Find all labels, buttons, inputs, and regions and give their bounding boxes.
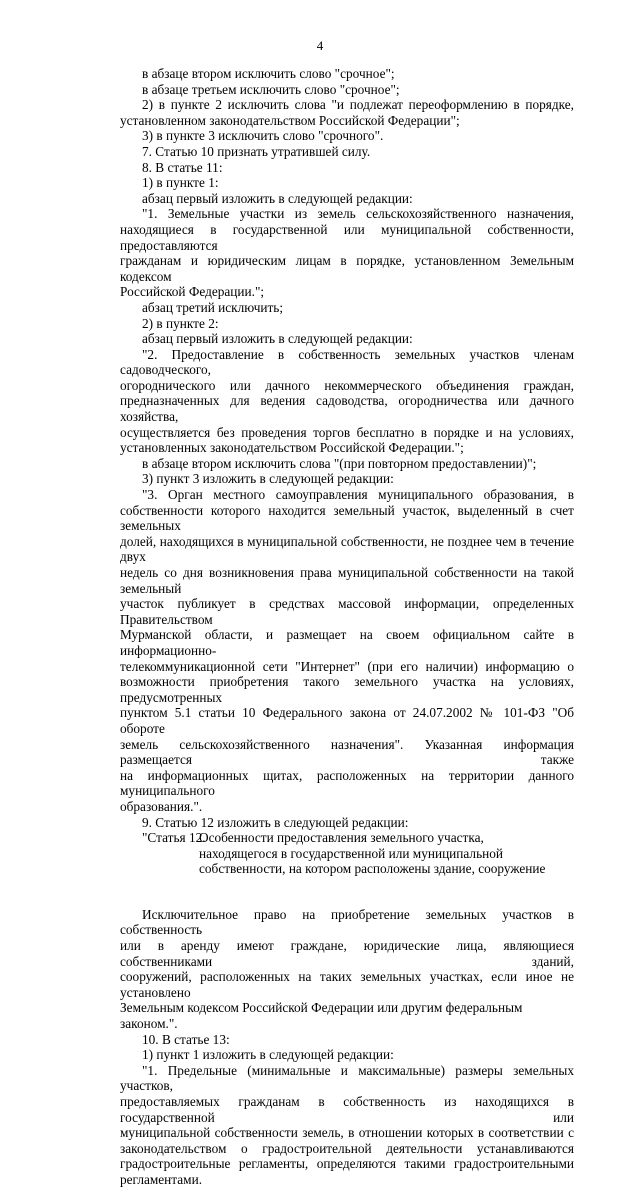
paragraph-line: установленных законодательством Российской Федерации."; xyxy=(120,440,464,456)
paragraph-line: Земельным кодексом Российской Федерации или другим федеральным законом.". xyxy=(120,1000,523,1032)
paragraph-line: осуществляется без проведения торгов бесплатно в порядке и на условиях, xyxy=(120,424,574,440)
paragraph-line: муниципальной собственности земель, в отношении которых в соответствии с xyxy=(120,1125,574,1141)
paragraph-line: гражданам и юридическим лицам в порядке, установленном Земельным кодексом xyxy=(120,253,574,284)
paragraph-line: на информационных щитах, расположенных на территории данного муниципального xyxy=(120,767,574,799)
paragraph-line: Мурманской области, и размещает на своем официальном сайте в информационно- xyxy=(120,627,574,658)
paragraph-line: участок публикует в средствах массовой информации, определенных Правительством xyxy=(120,596,574,627)
paragraph-line: "2. Предоставление в собственность земельных участков членам садоводческого, xyxy=(120,346,574,378)
paragraph-line: градостроительные регламенты, определяются такими градостроительными xyxy=(120,1156,574,1172)
article-title-line: собственности, на котором расположены здание, сооружение xyxy=(199,861,546,877)
paragraph: 3) в пункте 3 исключить слово "срочного". xyxy=(142,128,384,144)
spacer xyxy=(120,877,574,907)
paragraph: 10. В статье 13: xyxy=(142,1031,230,1047)
paragraph-line: недель со дня возникновения права муниципальной собственности на такой земельный xyxy=(120,565,574,596)
paragraph-line: телекоммуникационной сети "Интернет" (при его наличии) информацию о xyxy=(120,658,574,674)
paragraph-line: сооружений, расположенных на таких земельных участках, если иное не установлено xyxy=(120,969,574,1000)
paragraph-line: долей, находящихся в муниципальной собственности, не позднее чем в течение двух xyxy=(120,533,574,565)
paragraph-line: Исключительное право на приобретение земельных участков в собственность xyxy=(120,906,574,938)
paragraph-line: установленном законодательством Российской Федерации"; xyxy=(120,112,460,128)
paragraph-line: "1. Предельные (минимальные и максимальные) размеры земельных участков, xyxy=(120,1062,574,1094)
article-title-line: Особенности предоставления земельного участка, xyxy=(199,830,484,846)
paragraph: в абзаце втором исключить слово "срочное"; xyxy=(142,66,395,81)
paragraph: абзац третий исключить; xyxy=(142,299,284,315)
article-label: "Статья 12. xyxy=(142,830,206,846)
paragraph: 7. Статью 10 признать утратившей силу. xyxy=(142,143,371,159)
paragraph-line: или в аренду имеют граждане, юридические лица, являющиеся собственниками зданий, xyxy=(120,938,574,969)
paragraph-line: образования.". xyxy=(120,798,203,814)
article-title xyxy=(199,830,574,877)
paragraph: 2) в пункте 2: xyxy=(142,315,219,331)
paragraph: в абзаце третьем исключить слово "срочное"; xyxy=(142,81,400,97)
page-number: 4 xyxy=(316,38,324,53)
paragraph: в абзаце втором исключить слова "(при повторном предоставлении)"; xyxy=(142,455,537,471)
paragraph-line: Российской Федерации."; xyxy=(120,284,265,300)
paragraph: 8. В статье 11: xyxy=(142,159,223,175)
paragraph-line: находящиеся в государственной или муниципальной собственности, предоставляются xyxy=(120,221,574,253)
article-heading xyxy=(120,830,574,877)
paragraph-line: собственности которого находится земельный участок, выделенный в счет земельных xyxy=(120,502,574,534)
paragraph: абзац первый изложить в следующей редакции: xyxy=(142,190,413,206)
paragraph-line: возможности приобретения такого земельного участка на условиях, предусмотренных xyxy=(120,674,574,705)
paragraph: 1) пункт 1 изложить в следующей редакции: xyxy=(142,1047,394,1063)
paragraph: 1) в пункте 1: xyxy=(142,175,219,191)
paragraph-line: "3. Орган местного самоуправления муниципального образования, в xyxy=(142,487,574,503)
paragraph-line: "1. Земельные участки из земель сельскохозяйственного назначения, xyxy=(142,206,574,222)
paragraph: абзац первый изложить в следующей редакции: xyxy=(142,331,413,347)
paragraph-line: 2) в пункте 2 исключить слова "и подлежат переоформлению в порядке, xyxy=(142,97,574,113)
paragraph-line: пунктом 5.1 статьи 10 Федерального закона от 24.07.2002 № 101-ФЗ "Об обороте xyxy=(120,705,574,736)
paragraph-line: огороднического или дачного некоммерческого объединения граждан, xyxy=(120,377,574,393)
paragraph: 3) пункт 3 изложить в следующей редакции: xyxy=(142,471,394,487)
document-body xyxy=(120,66,574,1188)
paragraph-line: земель сельскохозяйственного назначения". Указанная информация размещается также xyxy=(120,736,574,768)
paragraph: 9. Статью 12 изложить в следующей редакции: xyxy=(142,814,409,830)
paragraph-line: законодательством о градостроительной деятельности устанавливаются xyxy=(120,1140,574,1156)
article-title-line: находящегося в государственной или муниципальной xyxy=(199,845,504,861)
paragraph-line: регламентами. xyxy=(120,1171,203,1187)
paragraph-line: предоставляемых гражданам в собственность из находящихся в государственной или xyxy=(120,1094,574,1125)
paragraph-line: предназначенных для ведения садоводства, огородничества или дачного хозяйства, xyxy=(120,393,574,425)
